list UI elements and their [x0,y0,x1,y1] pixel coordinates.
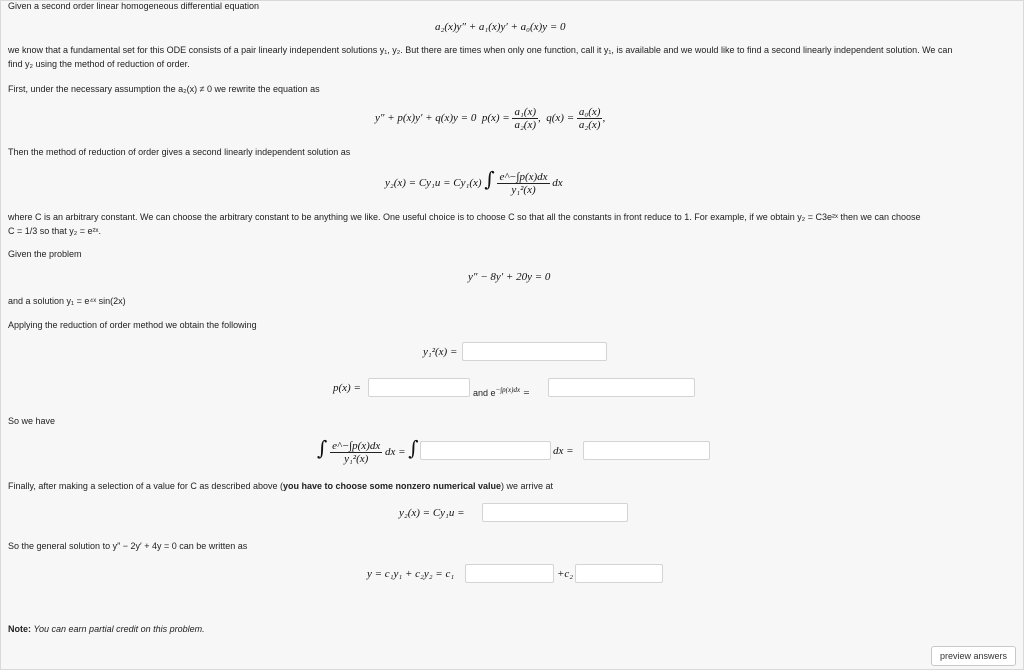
problem-equation: y″ − 8y′ + 20y = 0 [468,271,551,283]
constant-text-line2: C = 1/3 so that y₂ = e²ˣ. [8,226,101,236]
integrand-fraction [330,440,382,465]
y1-squared-input[interactable] [462,342,607,361]
finally-bold: you have to choose some nonzero numerical value [282,481,502,491]
integrand-numerator: e^−∫p(x)dx [332,439,381,452]
y2-input[interactable] [482,503,628,522]
y2-label: y₂(x) = Cy₁u = [399,507,465,519]
y2-formula-fraction [497,171,549,196]
general-solution-label: y = c₁y₁ + c₂y₂ = c₁ [367,568,455,580]
dx-equals-2: dx = [553,445,574,457]
q-def-label: q(x) = [546,112,575,124]
p-label: p(x) = [333,382,361,394]
integral-result-input[interactable] [583,441,710,460]
dx-label: dx [552,177,563,189]
ode-general-equation: a₂(x)y″ + a₁(x)y′ + a₀(x)y = 0 [435,21,566,33]
c2-part-input[interactable] [575,564,663,583]
q-fraction [577,106,603,131]
constant-text-line1: where C is an arbitrary constant. We can choose the arbitrary constant to be anything we like. One useful choice is to choose C so that all the constants in front reduce to 1. For example, if we obtain y₂ = C3e²ˣ then we can choose [8,212,921,222]
y2-formula-numerator: e^−∫p(x)dx [499,170,548,183]
finally-text [8,480,553,492]
y2-formula [385,168,563,198]
assumption-text: First, under the necessary assumption the a₂(x) ≠ 0 we rewrite the equation as [8,84,320,94]
preview-answers-button[interactable]: preview answers [931,646,1016,666]
c1-part-input[interactable] [465,564,554,583]
finally-pre: Finally, after making a selection of a value for C as described above ( [8,481,283,491]
fundamental-text-line2: find y₂ using the method of reduction of order. [8,59,190,69]
q-numerator: a₀(x) [578,105,601,118]
note-label: Note: [8,624,31,634]
and-e-text: and e [473,388,496,398]
y1-squared-label: y₁²(x) = [423,346,458,358]
method-text: Then the method of reduction of order gives a second linearly independent solution as [8,147,351,157]
note [8,623,205,635]
integral-symbol-left: ∫ [317,436,328,460]
exp-input[interactable] [548,378,695,397]
p-input[interactable] [368,378,470,397]
y2-formula-denominator: y₁²(x) [511,183,536,196]
p-denominator: a₂(x) [514,118,537,131]
so-we-have-text: So we have [8,416,56,426]
integral-equation [317,437,419,467]
integral-symbol-right: ∫ [408,436,419,460]
rewritten-left: y″ + p(x)y′ + q(x)y = 0 [375,112,477,124]
rewritten-equation: y″ + p(x)y′ + q(x)y = 0 p(x) = $\frac{\text{a₁(x)}}{\text{a₂(x)}}$ , q(x) = $\frac{\text{a₀(x)}}{\text{a₂(x)}}$ , [375,105,606,131]
q-denominator: a₂(x) [578,118,601,131]
integrand-denominator: y₁²(x) [344,452,369,465]
exp-equals: = [522,387,531,399]
p-def-label: p(x) = [481,112,510,124]
note-text: You can earn partial credit on this problem. [33,624,205,634]
dx-equals: dx = [384,446,406,458]
solution-text: and a solution y₁ = e⁴ˣ sin(2x) [8,296,126,306]
p-numerator: a₁(x) [514,105,537,118]
given-problem-text: Given the problem [8,249,82,259]
general-solution-text: So the general solution to y″ − 2y′ + 4y = 0 can be written as [8,541,248,551]
finally-post: ) we arrive at [501,481,554,491]
integral-symbol: ∫ [484,167,495,191]
exp-superscript: −∫p(x)dx [495,386,521,394]
p-fraction [512,106,538,131]
exp-label [473,384,530,399]
integrand-input[interactable] [420,441,551,460]
fundamental-text-line1: we know that a fundamental set for this ODE consists of a pair linearly independent solutions y₁, y₂. But there are times when only one function, call it y₁, is available and we would like to find a second linearly independent solution. We can [8,45,953,55]
y2-formula-left: y₂(x) = Cy₁u = Cy₁(x) [385,177,482,189]
plus-c2-label: +c₂ [557,568,574,580]
applying-text: Applying the reduction of order method we obtain the following [8,320,257,330]
intro-title: Given a second order linear homogeneous differential equation [8,1,260,11]
